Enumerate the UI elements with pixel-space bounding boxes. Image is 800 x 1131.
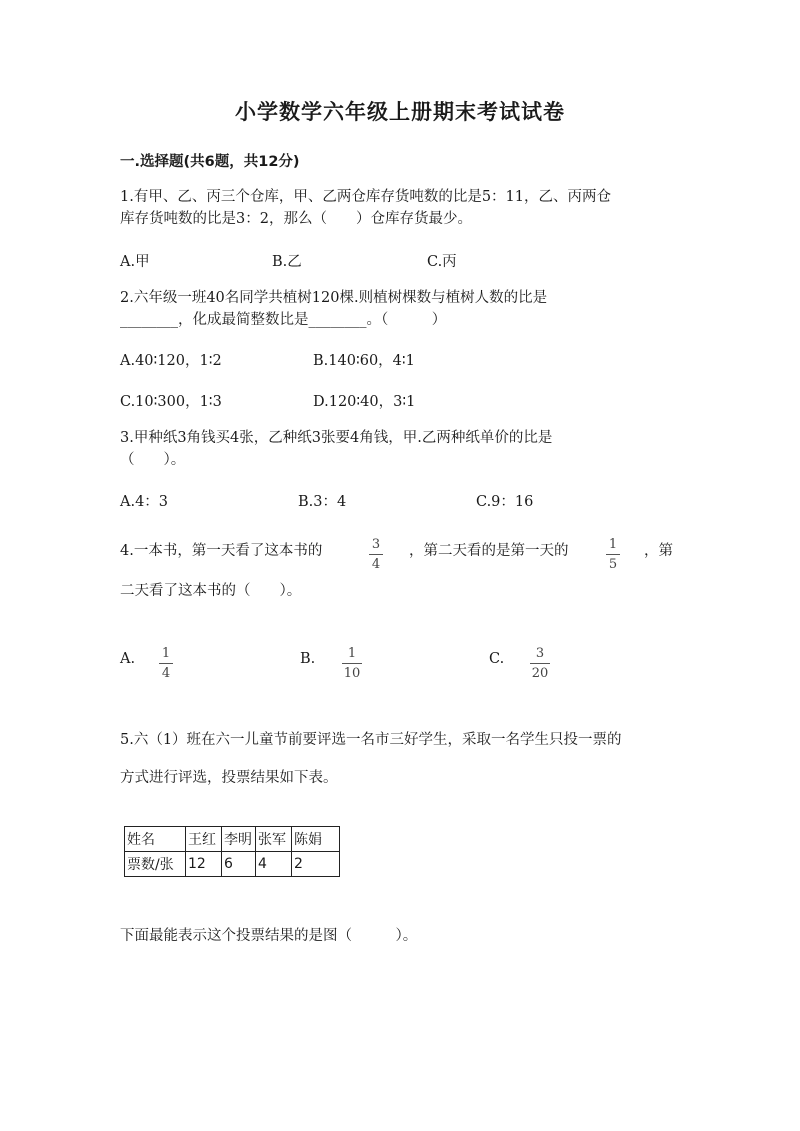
question-3-option-c[interactable]: C.9：16 [476,494,534,510]
question-3-option-b[interactable]: B.3：4 [298,494,347,510]
question-2-line-2: ________，化成最简整数比是________。（ ） [120,312,447,328]
question-5-line-2: 方式进行评选，投票结果如下表。 [120,770,338,786]
question-2-option-a[interactable]: A.40∶120，1∶2 [120,353,222,369]
fraction-bar [530,663,550,664]
question-4-fraction-2 [606,537,620,572]
table-cell: 票数/张 [125,852,186,877]
section-heading: 一.选择题(共6题，共12分) [120,154,300,170]
table-cell: 张军 [256,827,292,852]
question-2-option-c[interactable]: C.10∶300，1∶3 [120,394,222,410]
question-4-option-b-fraction[interactable] [342,646,362,681]
vote-table [124,826,340,877]
question-3-option-a[interactable]: A.4：3 [120,494,169,510]
fraction-denominator: 5 [608,557,618,572]
table-cell: 李明 [222,827,256,852]
fraction-bar [369,554,383,555]
fraction-numerator: 3 [535,646,545,661]
fraction-bar [159,663,173,664]
question-4-text-part-2: ，第二天看的是第一天的 [409,543,569,559]
question-3-line-1: 3.甲种纸3角钱买4张，乙种纸3张要4角钱，甲.乙两种纸单价的比是 [120,430,553,446]
question-4-line-2: 二天看了这本书的（ ）。 [120,583,302,599]
question-1-option-a[interactable]: A.甲 [120,254,150,270]
question-5-line-1: 5.六（1）班在六一儿童节前要评选一名市三好学生，采取一名学生只投一票的 [120,732,622,748]
table-cell: 王红 [186,827,222,852]
table-cell: 12 [186,852,222,877]
fraction-bar [342,663,362,664]
fraction-denominator: 20 [531,666,549,681]
question-4-option-a-fraction[interactable] [159,646,173,681]
question-5-prompt: 下面最能表示这个投票结果的是图（ ）。 [120,928,418,944]
question-4-text-part-3: ，第 [644,543,673,559]
table-cell: 2 [292,852,340,877]
table-row [125,852,340,877]
page-title: 小学数学六年级上册期末考试试卷 [235,100,565,124]
question-4-text-part-1: 4.一本书，第一天看了这本书的 [120,543,323,559]
question-4-option-b-label[interactable]: B. [300,651,316,667]
question-2-option-d[interactable]: D.120∶40，3∶1 [313,394,416,410]
table-header-row [125,827,340,852]
question-4-fraction-1 [369,537,383,572]
question-1-option-b[interactable]: B.乙 [272,254,302,270]
table-cell: 4 [256,852,292,877]
question-1-option-c[interactable]: C.丙 [427,254,457,270]
fraction-denominator: 4 [161,666,171,681]
question-4-option-c-label[interactable]: C. [489,651,505,667]
table-cell: 陈娟 [292,827,340,852]
question-1-line-2: 库存货吨数的比是3：2，那么（ ）仓库存货最少。 [120,211,472,227]
fraction-numerator: 3 [371,537,381,552]
question-4-option-c-fraction[interactable] [530,646,550,681]
table-cell: 姓名 [125,827,186,852]
question-2-line-1: 2.六年级一班40名同学共植树120棵.则植树棵数与植树人数的比是 [120,290,548,306]
fraction-bar [606,554,620,555]
question-2-option-b[interactable]: B.140∶60，4∶1 [313,353,415,369]
table-cell: 6 [222,852,256,877]
fraction-numerator: 1 [608,537,618,552]
fraction-denominator: 10 [343,666,361,681]
question-4-option-a-label[interactable]: A. [120,651,136,667]
fraction-denominator: 4 [371,557,381,572]
fraction-numerator: 1 [161,646,171,661]
question-1-line-1: 1.有甲、乙、丙三个仓库，甲、乙两仓库存货吨数的比是5：11，乙、丙两仓 [120,189,612,205]
fraction-numerator: 1 [347,646,357,661]
question-3-line-2: （ ）。 [120,452,186,468]
